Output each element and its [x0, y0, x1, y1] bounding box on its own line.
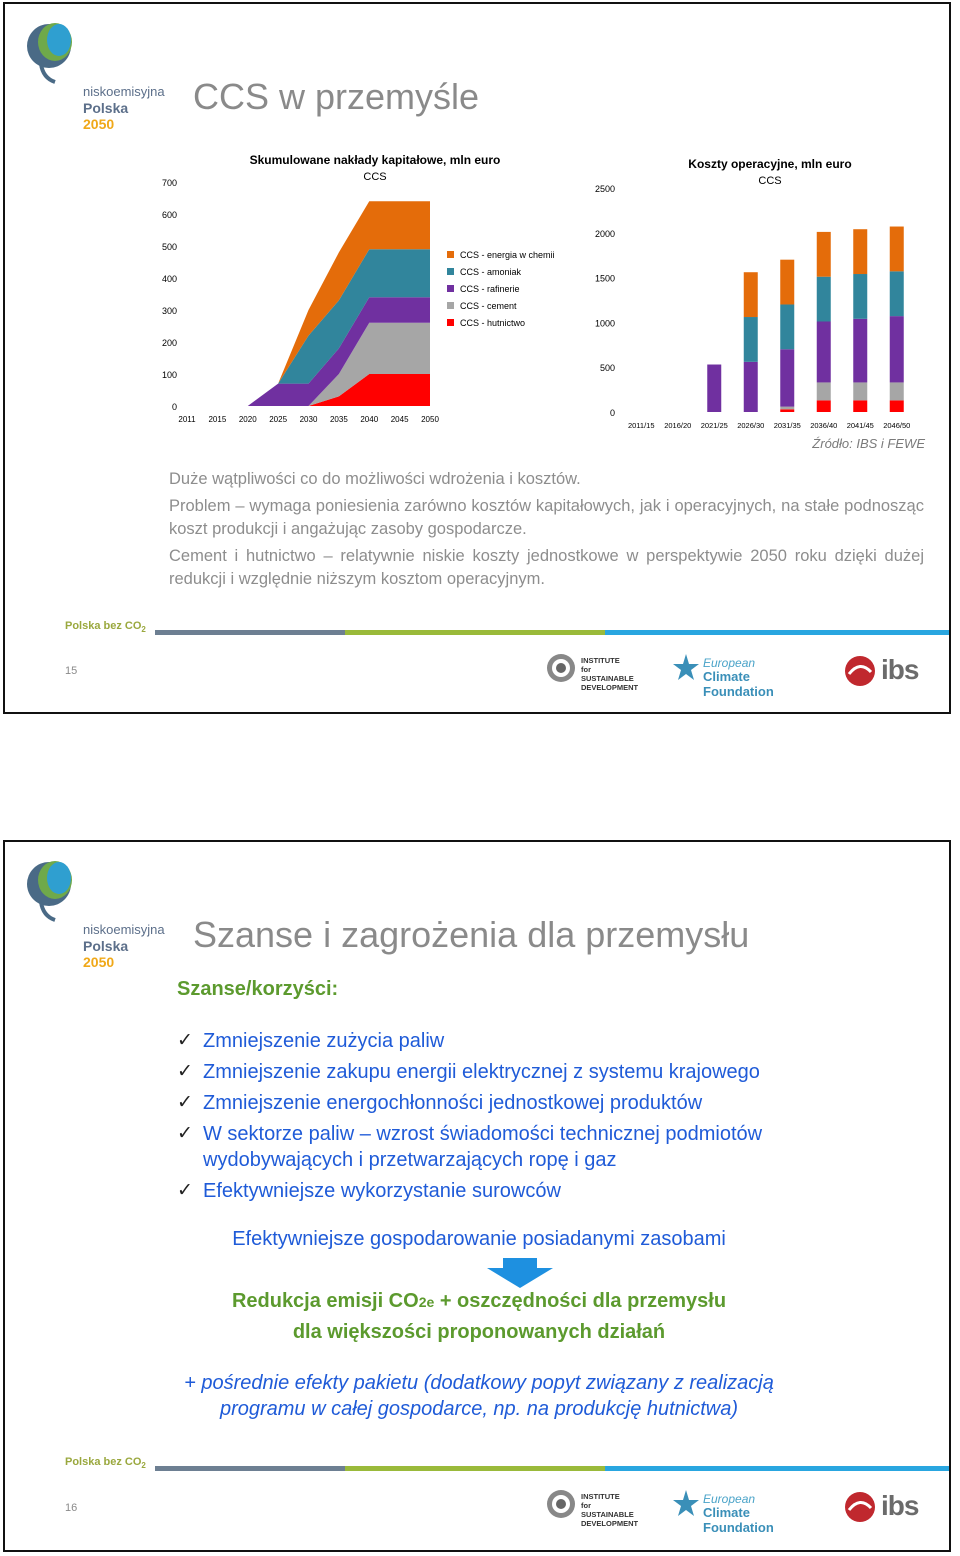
bar-segment — [890, 316, 904, 382]
bar-segment — [853, 229, 867, 274]
legend-swatch — [447, 319, 454, 326]
legend-label: CCS - amoniak — [460, 267, 522, 277]
ibs-logo: ibs — [843, 654, 933, 690]
legend-label: CCS - cement — [460, 301, 517, 311]
chart-subtitle: CCS — [363, 171, 387, 183]
y-tick-label: 500 — [599, 363, 615, 374]
x-tick-label: 2036/40 — [810, 421, 838, 430]
x-tick-label: 2011 — [178, 415, 196, 424]
slide-15 — [3, 2, 951, 714]
ibs-logo: ibs — [843, 1490, 933, 1526]
benefits-heading: Szanse/korzyści: — [177, 978, 339, 1000]
ibs-mark-icon — [843, 654, 877, 688]
x-tick-label: 2021/25 — [700, 421, 728, 430]
bar-segment — [817, 400, 831, 412]
bar-segment — [890, 227, 904, 272]
bar-segment — [780, 407, 794, 410]
chart-title: Skumulowane nakłady kapitałowe, mln euro — [249, 153, 501, 167]
bar-segment — [817, 382, 831, 400]
arrow-down-icon — [487, 1258, 553, 1288]
logo-line1: niskoemisyjna — [83, 922, 165, 937]
bar-segment — [817, 277, 831, 322]
footer-color-bar — [65, 630, 949, 635]
list-item: ✓ Zmniejszenie zużycia paliw — [177, 1030, 445, 1052]
bar-segment — [853, 274, 867, 319]
operating-cost-chart — [585, 144, 930, 439]
bar-segment — [817, 322, 831, 383]
x-tick-label: 2031/35 — [773, 421, 801, 430]
capital-cost-chart-svg — [155, 144, 565, 429]
x-tick-label: 2046/50 — [883, 421, 911, 430]
logo-line1: niskoemisyjna — [83, 84, 165, 99]
bar-segment — [780, 349, 794, 406]
logo-line2: Polska 2050 — [83, 100, 129, 132]
ecf-logo: European Climate Foundation — [671, 1488, 821, 1524]
isd-logo: INSTITUTE for SUSTAINABLE DEVELOPMENT — [545, 652, 641, 688]
niskoemisyjna-logo — [23, 858, 165, 970]
chart-subtitle: CCS — [758, 175, 782, 187]
bar-segment — [890, 271, 904, 316]
bar-segment — [744, 362, 758, 412]
x-tick-label: 2030 — [299, 415, 318, 424]
star-icon — [671, 652, 701, 684]
source-note: Źródło: IBS i FEWE — [812, 436, 925, 451]
legend-swatch — [447, 251, 454, 258]
y-tick-label: 400 — [161, 274, 177, 284]
leaf-logo-icon — [23, 858, 83, 928]
legend-swatch — [447, 302, 454, 309]
y-tick-label: 300 — [161, 306, 177, 316]
footer-brand: Polska bez $CO_2$ — [65, 620, 146, 635]
bar-segment — [853, 400, 867, 412]
bar-segment — [780, 304, 794, 349]
y-tick-label: 600 — [161, 210, 177, 220]
legend-label: CCS - rafinerie — [460, 284, 520, 294]
benefits-list — [177, 1028, 813, 1209]
y-tick-label: 0 — [609, 408, 615, 418]
x-tick-label: 2045 — [390, 415, 409, 424]
niskoemisyjna-logo — [23, 20, 165, 132]
y-tick-label: 1500 — [594, 273, 615, 284]
capital-cost-chart — [155, 144, 565, 434]
bar-segment — [744, 272, 758, 317]
check-icon: ✓ — [177, 1061, 193, 1082]
logo-line2: Polska 2050 — [83, 938, 129, 970]
x-tick-label: 2011/15 — [627, 421, 655, 430]
globe-icon — [545, 1488, 577, 1520]
list-item: ✓ Zmniejszenie zakupu energii elektrycznej z systemu krajowego — [177, 1061, 760, 1083]
footer-brand: Polska bez $CO_2$ — [65, 1456, 146, 1471]
operating-cost-chart-svg — [585, 144, 930, 434]
check-icon: ✓ — [177, 1180, 193, 1201]
list-item: ✓ Zmniejszenie energochłonności jednostkowej produktów — [177, 1092, 703, 1114]
bar-segment — [707, 365, 721, 412]
indirect-line-2: programu w całej gospodarce, np. na produkcję hutnictwa) — [219, 1398, 739, 1420]
paragraph-1: Duże wątpliwości co do możliwości wdrożenia i kosztów. — [169, 470, 581, 488]
result-line-1: Redukcja emisji CO2e + oszczędności dla przemysłu — [231, 1290, 727, 1312]
indirect-line-1: + pośrednie efekty pakietu (dodatkowy popyt związany z realizacją — [184, 1372, 774, 1394]
x-tick-label: 2040 — [360, 415, 379, 424]
check-icon: ✓ — [177, 1092, 193, 1113]
page-number: 15 — [65, 665, 78, 677]
slide-16 — [3, 840, 951, 1552]
page-title: Szanse i zagrożenia dla przemysłu — [193, 914, 750, 955]
bar-segment — [780, 409, 794, 412]
bar-segment — [853, 319, 867, 383]
y-tick-label: 0 — [171, 402, 177, 412]
x-tick-label: 2026/30 — [737, 421, 765, 430]
legend-swatch — [447, 285, 454, 292]
bar-segment — [780, 260, 794, 305]
paragraph-2: Problem – wymaga poniesienia zarówno kosztów kapitałowych, jak i operacyjnych, na stałe podnosząc koszt produkcji i angażując zasoby gospodarcze. — [169, 497, 924, 538]
x-tick-label: 2025 — [269, 415, 288, 424]
chart-title: Koszty operacyjne, mln euro — [688, 157, 852, 171]
page-title: CCS w przemyśle — [193, 76, 480, 117]
page-number: 16 — [65, 1502, 78, 1514]
x-tick-label: 2020 — [238, 415, 257, 424]
paragraph-3: Cement i hutnictwo – relatywnie niskie koszty jednostkowe w perspektywie 2050 roku dzięki dużej redukcji i względnie niższym kosztom operacyjnym. — [169, 547, 924, 588]
y-tick-label: 2500 — [594, 184, 615, 194]
x-tick-label: 2035 — [329, 415, 348, 424]
list-item: ✓ W sektorze paliw – wzrost świadomości technicznej podmiotów wydobywających i przetwarzających ropę i gaz — [177, 1123, 763, 1171]
y-tick-label: 700 — [161, 178, 177, 188]
ecf-logo: European Climate Foundation — [671, 652, 821, 688]
star-icon — [671, 1488, 701, 1520]
bar-segment — [853, 382, 867, 400]
summary-line: Efektywniejsze gospodarowanie posiadanymi zasobami — [232, 1228, 726, 1250]
x-tick-label: 2041/45 — [846, 421, 874, 430]
y-tick-label: 2000 — [594, 228, 615, 239]
y-tick-label: 100 — [161, 370, 177, 380]
globe-icon — [545, 652, 577, 684]
check-icon: ✓ — [177, 1030, 193, 1051]
y-tick-label: 1000 — [594, 318, 615, 329]
leaf-logo-icon — [23, 20, 83, 90]
check-icon: ✓ — [177, 1123, 193, 1144]
result-line-2: dla większości proponowanych działań — [292, 1321, 666, 1343]
x-tick-label: 2016/20 — [664, 421, 692, 430]
x-tick-label: 2050 — [421, 415, 439, 424]
ibs-mark-icon — [843, 1490, 877, 1524]
legend-label: CCS - hutnictwo — [460, 318, 526, 328]
isd-logo: INSTITUTE for SUSTAINABLE DEVELOPMENT — [545, 1488, 641, 1524]
bar-segment — [817, 232, 831, 277]
bar-segment — [890, 400, 904, 412]
legend-swatch — [447, 268, 454, 275]
y-tick-label: 200 — [161, 338, 177, 348]
list-item: ✓ Efektywniejsze wykorzystanie surowców — [177, 1180, 561, 1202]
bar-segment — [744, 317, 758, 362]
footer-color-bar — [65, 1466, 949, 1471]
x-tick-label: 2015 — [208, 415, 227, 424]
y-tick-label: 500 — [161, 242, 177, 252]
legend-label: CCS - energia w chemii — [460, 250, 555, 260]
bar-segment — [890, 382, 904, 400]
